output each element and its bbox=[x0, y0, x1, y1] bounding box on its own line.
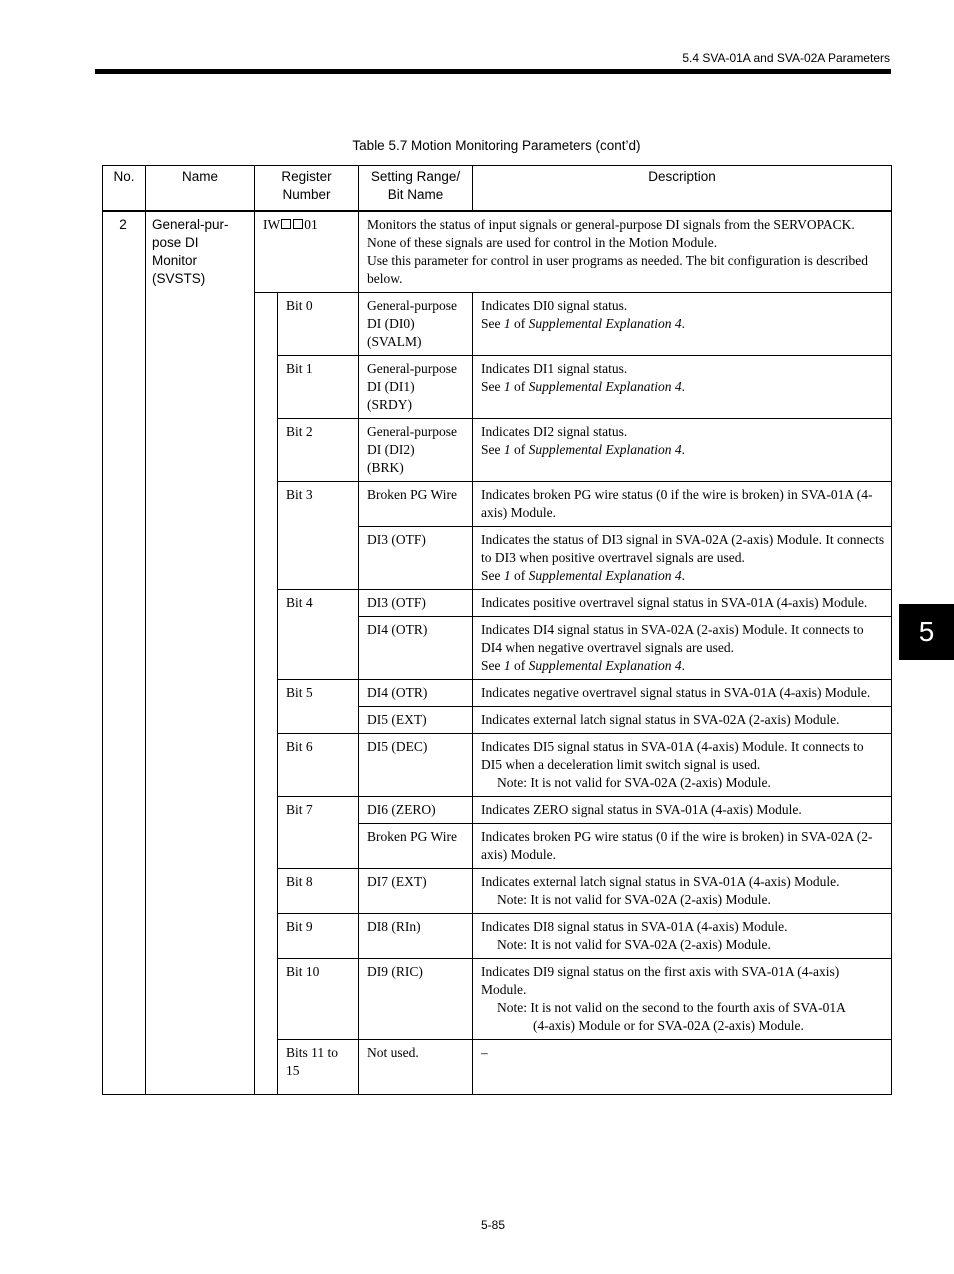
placeholder-square-icon bbox=[293, 219, 303, 229]
bit-note: Note: It is not valid on the second to the fourth axis of SVA-01A bbox=[497, 1000, 846, 1015]
bit-name-line: DI (DI2) bbox=[367, 442, 415, 457]
parameter-description-text: Monitors the status of input signals or general-purpose DI signals from the SERVOPACK. None of these signals are used for control in the Motion Module. bbox=[367, 217, 855, 250]
bit-description: Indicates negative overtravel signal status in SVA-01A (4-axis) Module. bbox=[473, 680, 892, 707]
bit-description-text: Indicates DI0 signal status. bbox=[481, 298, 628, 313]
see-reference bbox=[481, 315, 887, 333]
parameter-row bbox=[103, 211, 892, 293]
bit-description-text: Indicates DI8 signal status in SVA-01A (4-axis) Module. bbox=[481, 919, 788, 934]
chapter-tab: 5 bbox=[899, 604, 954, 660]
bit-name-line: DI (DI0) bbox=[367, 316, 415, 331]
bit-label: Bit 5 bbox=[278, 680, 359, 734]
bit-name: Broken PG Wire bbox=[359, 824, 473, 869]
column-header-register bbox=[255, 166, 359, 212]
bit-description-text: Indicates DI9 signal status on the first axis with SVA-01A (4-axis) Module. bbox=[481, 964, 840, 997]
see-ref: Supplemental Explanation 4 bbox=[528, 568, 682, 583]
see-prefix: See bbox=[481, 658, 504, 673]
header-rule bbox=[95, 69, 891, 74]
bit-name: DI4 (OTR) bbox=[359, 680, 473, 707]
register-prefix: IW bbox=[263, 217, 281, 232]
bit-label: Bit 3 bbox=[278, 482, 359, 590]
bit-description-text: Indicates DI1 signal status. bbox=[481, 361, 628, 376]
table-caption: Table 5.7 Motion Monitoring Parameters (cont’d) bbox=[352, 138, 641, 153]
bit-name: DI6 (ZERO) bbox=[359, 797, 473, 824]
bit-label: Bit 1 bbox=[278, 356, 359, 419]
page-number: 5-85 bbox=[480, 1218, 506, 1232]
bit-description bbox=[473, 959, 892, 1040]
bit-note-continued: (4-axis) Module or for SVA-02A (2-axis) Module. bbox=[533, 1018, 804, 1033]
see-ref: Supplemental Explanation 4 bbox=[528, 658, 682, 673]
bit-name: Not used. bbox=[359, 1040, 473, 1095]
bit-description: Indicates external latch signal status in SVA-02A (2-axis) Module. bbox=[473, 707, 892, 734]
bit-description: Indicates ZERO signal status in SVA-01A (4-axis) Module. bbox=[473, 797, 892, 824]
bit-description-text: Indicates the status of DI3 signal in SVA-02A (2-axis) Module. It connects to DI3 when positive overtravel signals are used. bbox=[481, 532, 885, 565]
see-reference bbox=[481, 378, 887, 396]
section-title: 5.4 SVA-01A and SVA-02A Parameters bbox=[682, 51, 890, 65]
bit-name bbox=[359, 293, 473, 356]
bit-name: DI4 (OTR) bbox=[359, 617, 473, 680]
see-reference bbox=[481, 567, 887, 585]
see-reference bbox=[481, 657, 887, 675]
bit-name-line: (SRDY) bbox=[367, 397, 413, 412]
see-end: . bbox=[681, 658, 685, 673]
bit-label bbox=[278, 1040, 359, 1095]
bit-name-line: (SVALM) bbox=[367, 334, 422, 349]
see-ref: Supplemental Explanation 4 bbox=[528, 316, 682, 331]
see-reference bbox=[481, 441, 887, 459]
bit-name-line: General-purpose bbox=[367, 361, 457, 376]
see-end: . bbox=[681, 568, 685, 583]
bit-description bbox=[473, 617, 892, 680]
bit-description bbox=[473, 356, 892, 419]
bit-name bbox=[359, 419, 473, 482]
bit-description: – bbox=[473, 1040, 892, 1095]
see-of: of bbox=[510, 658, 529, 673]
bit-label: Bit 8 bbox=[278, 869, 359, 914]
parameter-description-text2: Use this parameter for control in user programs as needed. The bit configuration is described below. bbox=[367, 253, 868, 286]
parameter-name-line2: pose DI bbox=[152, 235, 199, 250]
parameter-name-line3: Monitor bbox=[152, 253, 198, 268]
see-prefix: See bbox=[481, 316, 504, 331]
see-ref: Supplemental Explanation 4 bbox=[528, 379, 682, 394]
indent-gap bbox=[255, 293, 278, 1095]
bit-name: DI7 (EXT) bbox=[359, 869, 473, 914]
see-of: of bbox=[510, 379, 529, 394]
bit-label: Bit 6 bbox=[278, 734, 359, 797]
column-header-setting-line2: Bit Name bbox=[387, 187, 444, 202]
see-num: 1 bbox=[503, 442, 511, 457]
bit-label: Bit 10 bbox=[278, 959, 359, 1040]
bit-description-text: Indicates DI2 signal status. bbox=[481, 424, 628, 439]
bit-note: Note: It is not valid for SVA-02A (2-axis) Module. bbox=[497, 775, 771, 790]
column-header-register-line2: Number bbox=[282, 187, 331, 202]
see-of: of bbox=[510, 568, 529, 583]
see-of: of bbox=[510, 316, 529, 331]
see-num: 1 bbox=[503, 379, 511, 394]
bit-label: Bit 2 bbox=[278, 419, 359, 482]
see-end: . bbox=[681, 379, 685, 394]
bit-description bbox=[473, 734, 892, 797]
column-header-register-line1: Register bbox=[281, 169, 332, 184]
bit-description-text: Indicates DI4 signal status in SVA-02A (2-axis) Module. It connects to DI4 when negative overtravel signals are used. bbox=[481, 622, 864, 655]
see-num: 1 bbox=[503, 316, 511, 331]
see-prefix: See bbox=[481, 379, 504, 394]
see-prefix: See bbox=[481, 568, 504, 583]
column-header-no: No. bbox=[103, 166, 146, 212]
see-num: 1 bbox=[503, 568, 511, 583]
parameter-no: 2 bbox=[103, 211, 146, 1095]
column-header-setting bbox=[359, 166, 473, 212]
bit-description bbox=[473, 869, 892, 914]
see-end: . bbox=[681, 442, 685, 457]
column-header-description: Description bbox=[473, 166, 892, 212]
bit-name: DI8 (RIn) bbox=[359, 914, 473, 959]
register-number bbox=[255, 211, 359, 293]
bit-description-text: Indicates external latch signal status in SVA-01A (4-axis) Module. bbox=[481, 874, 840, 889]
bit-description-text: Indicates DI5 signal status in SVA-01A (4-axis) Module. It connects to DI5 when a deceleration limit switch signal is used. bbox=[481, 739, 864, 772]
bit-name-line: General-purpose bbox=[367, 298, 457, 313]
see-end: . bbox=[681, 316, 685, 331]
register-suffix: 01 bbox=[304, 217, 318, 232]
bit-label-line: Bits 11 to bbox=[286, 1045, 339, 1060]
parameter-description bbox=[359, 211, 892, 293]
bit-label: Bit 4 bbox=[278, 590, 359, 680]
see-num: 1 bbox=[503, 658, 511, 673]
bit-name: Broken PG Wire bbox=[359, 482, 473, 527]
bit-name: DI3 (OTF) bbox=[359, 590, 473, 617]
bit-label: Bit 7 bbox=[278, 797, 359, 869]
motion-monitoring-parameters-table bbox=[102, 165, 892, 1095]
parameter-name-line1: General-pur- bbox=[152, 217, 229, 232]
bit-description: Indicates positive overtravel signal status in SVA-01A (4-axis) Module. bbox=[473, 590, 892, 617]
column-header-name: Name bbox=[146, 166, 255, 212]
parameter-name bbox=[146, 211, 255, 1095]
table-header-row bbox=[103, 166, 892, 212]
bit-description: Indicates broken PG wire status (0 if the wire is broken) in SVA-02A (2-axis) Module. bbox=[473, 824, 892, 869]
bit-note: Note: It is not valid for SVA-02A (2-axis) Module. bbox=[497, 937, 771, 952]
bit-name: DI5 (EXT) bbox=[359, 707, 473, 734]
bit-description bbox=[473, 914, 892, 959]
see-prefix: See bbox=[481, 442, 504, 457]
bit-note: Note: It is not valid for SVA-02A (2-axis) Module. bbox=[497, 892, 771, 907]
bit-name-line: General-purpose bbox=[367, 424, 457, 439]
bit-label: Bit 9 bbox=[278, 914, 359, 959]
bit-name: DI5 (DEC) bbox=[359, 734, 473, 797]
bit-label-line: 15 bbox=[286, 1063, 300, 1078]
bit-name: DI3 (OTF) bbox=[359, 527, 473, 590]
bit-name: DI9 (RIC) bbox=[359, 959, 473, 1040]
placeholder-square-icon bbox=[281, 219, 291, 229]
bit-description bbox=[473, 419, 892, 482]
bit-description bbox=[473, 293, 892, 356]
bit-name bbox=[359, 356, 473, 419]
bit-label: Bit 0 bbox=[278, 293, 359, 356]
column-header-setting-line1: Setting Range/ bbox=[370, 169, 461, 184]
bit-name-line: (BRK) bbox=[367, 460, 404, 475]
see-ref: Supplemental Explanation 4 bbox=[528, 442, 682, 457]
bit-description bbox=[473, 527, 892, 590]
bit-name-line: DI (DI1) bbox=[367, 379, 415, 394]
parameter-name-line4: (SVSTS) bbox=[152, 271, 206, 286]
bit-description: Indicates broken PG wire status (0 if the wire is broken) in SVA-01A (4-axis) Module. bbox=[473, 482, 892, 527]
see-of: of bbox=[510, 442, 529, 457]
